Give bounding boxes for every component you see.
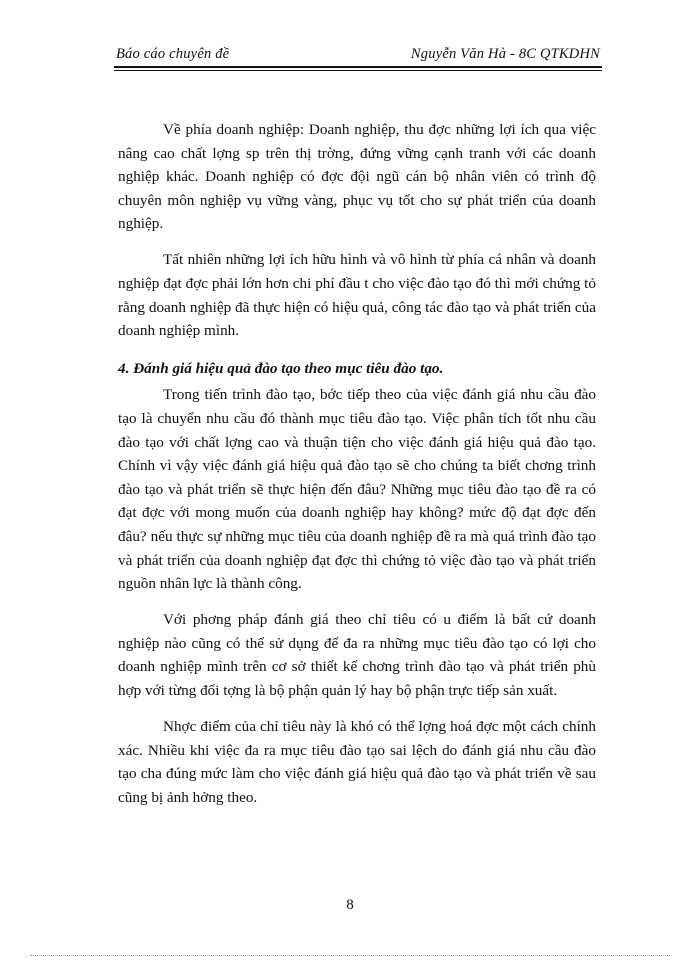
paragraph-business-benefits: Về phía doanh nghiệp: Doanh nghiệp, thu đợc những lợi ích qua việc nâng cao chất lợng sp trên thị trờng, đứng vững cạnh tranh với các doanh nghiệp khác. Doanh nghiệp có đợc đội ngũ cán bộ nhân viên có trình độ chuyên môn nghiệp vụ vững vàng, phục vụ tốt cho sự phát triển của doanh nghiệp.: [118, 121, 596, 233]
paragraph-advantages: Với phơng pháp đánh giá theo chỉ tiêu có u điểm là bất cứ doanh nghiệp nào cũng có thể sử dụng để đa ra những mục tiêu đào tạo có lợi cho doanh nghiệp mình trên cơ sở thiết kế chơng trình đào tạo và phát triển phù hợp với từng đối tợng là bộ phận quản lý hay bộ phận trực tiếp sản xuất.: [118, 611, 596, 700]
document-body: [118, 118, 596, 822]
header-rule: [114, 66, 602, 68]
header-report-title: Báo cáo chuyên đề: [116, 46, 230, 62]
section-heading: 4. Đánh giá hiệu quả đào tạo theo mục tiêu đào tạo.: [118, 359, 444, 377]
header-rule-thin: [114, 70, 602, 71]
page-bottom-border: [30, 955, 670, 956]
page-number: 8: [346, 897, 354, 913]
paragraph-training-process: Trong tiến trình đào tạo, bớc tiếp theo của việc đánh giá nhu cầu đào tạo là chuyển nhu cầu đó thành mục tiêu đào tạo. Việc phân tích tốt nhu cầu đào tạo với chất lợng cao và thuận tiện cho việc đánh giá hiệu quả đào tạo. Chính vì vậy việc đánh giá hiệu quả đào tạo sẽ cho chúng ta biết chơng trình đào tạo và phát triển sẽ thực hiện đến đâu? Những mục tiêu đào tạo đề ra có đạt đợc với mong muốn của doanh nghiệp hay không? mức độ đạt đợc đến đâu? nếu thực sự những mục tiêu của doanh nghiệp đề ra mà quá trình đào tạo và phát triển của doanh nghiệp đạt đợc thì chứng tỏ việc đào tạo và phát triển nguồn nhân lực là thành công.: [118, 386, 596, 593]
paragraph-tangible-benefits: Tất nhiên những lợi ích hữu hình và vô hình từ phía cá nhân và doanh nghiệp đạt đợc phải lớn hơn chi phí đầu t cho việc đào tạo đó thì mới chứng tỏ rằng doanh nghiệp đã thực hiện có hiệu quả, công tác đào tạo và phát triển của doanh nghiệp mình.: [118, 251, 596, 340]
page-header: [116, 44, 600, 66]
header-author: Nguyễn Văn Hà - 8C QTKDHN: [410, 46, 600, 62]
paragraph-disadvantages: Nhợc điểm của chỉ tiêu này là khó có thể lợng hoá đợc một cách chính xác. Nhiều khi việc đa ra mục tiêu đào tạo sai lệch do đánh giá nhu cầu đào tạo cha đúng mức làm cho việc đánh giá hiệu quả đào tạo và phát triển về sau cũng bị ảnh hởng theo.: [118, 718, 596, 806]
